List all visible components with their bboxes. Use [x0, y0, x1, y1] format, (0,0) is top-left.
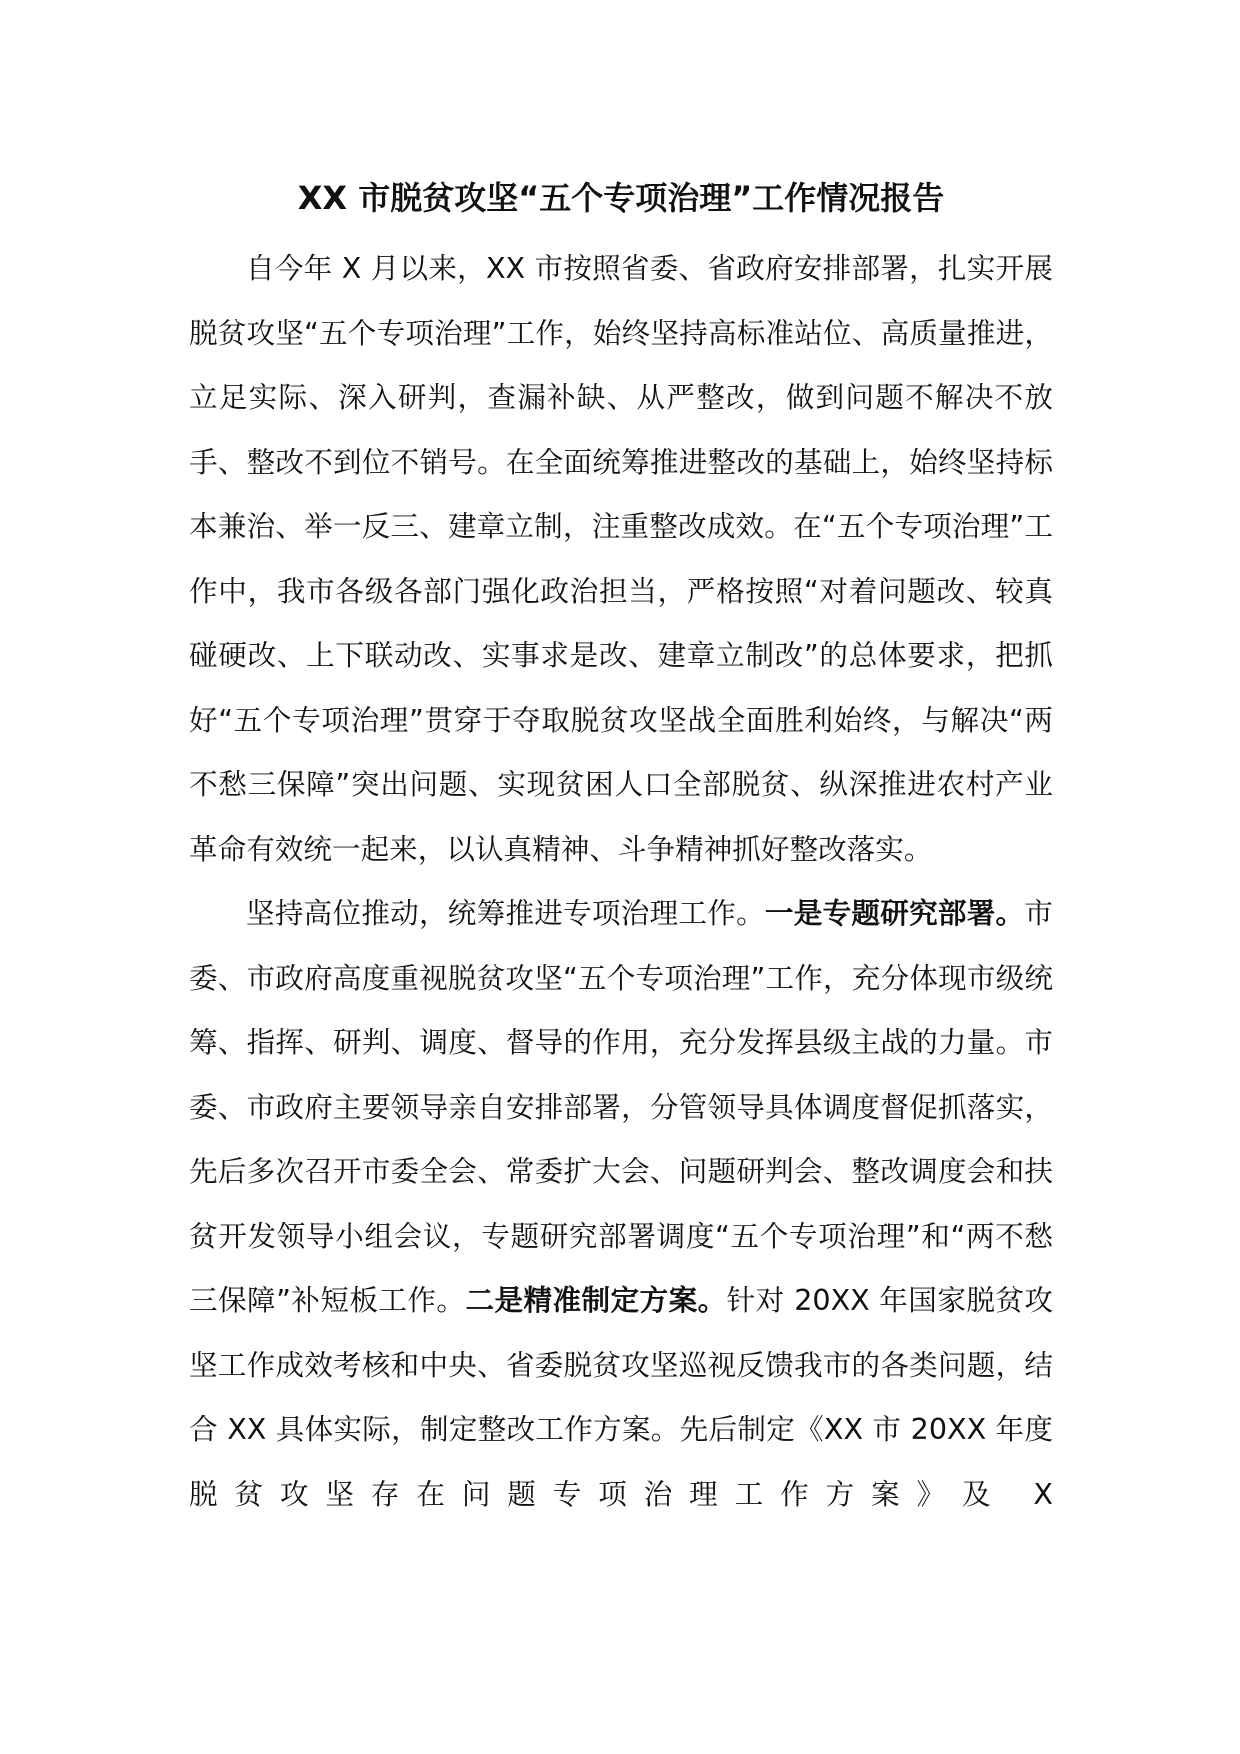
paragraph-intro — [189, 236, 1053, 881]
document-title: XX 市脱贫攻坚“五个专项治理”工作情况报告 — [297, 179, 945, 217]
document-page — [189, 0, 1053, 1754]
paragraph-text: 针对 20XX 年国家脱贫攻坚工作成效考核和中央、省委脱贫攻坚巡视反馈我市的各类问题，结合 XX 具体实际，制定整改工作方案。先后制定《XX 市 20XX 年度脱贫攻坚存在问题专项治理工作方案》及 X — [189, 1283, 1053, 1511]
paragraph-high-level-push — [189, 881, 1053, 1526]
paragraph-text: 坚持高位推动，统筹推进专项治理工作。 — [246, 896, 765, 930]
document-body — [189, 236, 1053, 1526]
paragraph-text: 市委、市政府高度重视脱贫攻坚“五个专项治理”工作，充分体现市级统筹、指挥、研判、调度、督导的作用，充分发挥县级主战的力量。市委、市政府主要领导亲自安排部署，分管领导具体调度督促抓落实，先后多次召开市委全会、常委扩大会、问题研判会、整改调度会和扶贫开发领导小组会议，专题研究部署调度“五个专项治理”和“两不愁三保障”补短板工作。 — [189, 896, 1053, 1317]
paragraph-text: 自今年 X 月以来，XX 市按照省委、省政府安排部署，扎实开展脱贫攻坚“五个专项治理”工作，始终坚持高标准站位、高质量推进，立足实际、深入研判，查漏补缺、从严整改，做到问题不解决不放手、整改不到位不销号。在全面统筹推进整改的基础上，始终坚持标本兼治、举一反三、建章立制，注重整改成效。在“五个专项治理”工作中，我市各级各部门强化政治担当，严格按照“对着问题改、较真碰硬改、上下联动改、实事求是改、建章立制改”的总体要求，把抓好“五个专项治理”贯穿于夺取脱贫攻坚战全面胜利始终，与解决“两不愁三保障”突出问题、实现贫困人口全部脱贫、纵深推进农村产业革命有效统一起来，以认真精神、斗争精神抓好整改落实。 — [189, 251, 1053, 866]
bold-heading-precise-plan: 二是精准制定方案。 — [465, 1283, 727, 1317]
bold-heading-research-deployment: 一是专题研究部署。 — [764, 896, 1025, 930]
